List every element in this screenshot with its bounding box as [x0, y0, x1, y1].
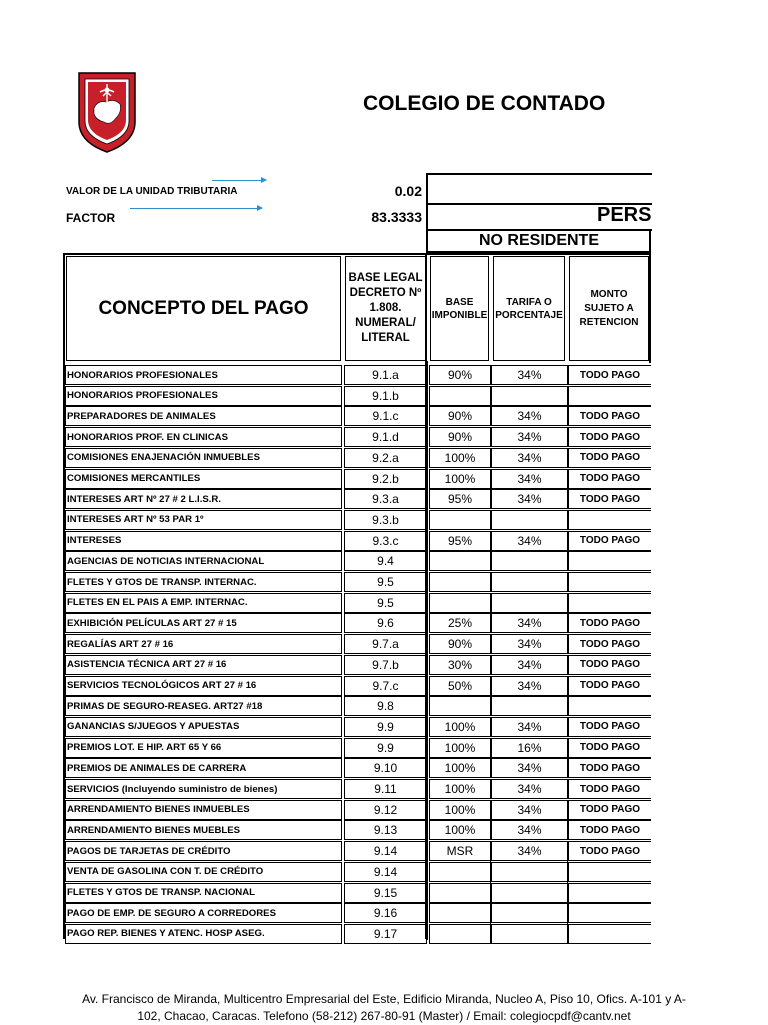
seal-emblem-icon: [76, 70, 138, 154]
cell-base-legal: 9.3.a: [344, 489, 427, 509]
cell-concepto: GANANCIAS S/JUEGOS Y APUESTAS: [65, 717, 342, 737]
cell-base-imponible: 30%: [429, 655, 491, 675]
cell-tarifa: [491, 883, 568, 903]
cell-base-legal: 9.5: [344, 593, 427, 613]
column-header-line: MONTO: [590, 288, 628, 300]
cell-base-legal: 9.3.b: [344, 510, 427, 530]
frame-line: [428, 173, 652, 175]
cell-base-legal: 9.13: [344, 820, 427, 840]
cell-base-legal: 9.11: [344, 779, 427, 799]
cell-tarifa: 34%: [491, 655, 568, 675]
footer-address: [30, 991, 738, 1025]
cell-base-legal: 9.9: [344, 738, 427, 758]
cell-base-imponible: [429, 883, 491, 903]
cell-base-legal: 9.3.c: [344, 531, 427, 551]
cell-base-imponible: 25%: [429, 613, 491, 633]
cell-tarifa: 34%: [491, 531, 568, 551]
cell-monto: TODO PAGO: [568, 800, 651, 820]
cell-tarifa: [491, 593, 568, 613]
cell-base-imponible: [429, 593, 491, 613]
cell-concepto: HONORARIOS PROF. EN CLINICAS: [65, 427, 342, 447]
cell-concepto: ARRENDAMIENTO BIENES MUEBLES: [65, 820, 342, 840]
cell-concepto: INTERESES: [65, 531, 342, 551]
cell-tarifa: [491, 924, 568, 944]
cell-base-legal: 9.16: [344, 903, 427, 923]
cell-base-imponible: [429, 551, 491, 571]
cell-base-legal: 9.7.b: [344, 655, 427, 675]
column-header-line: 1.808.: [369, 302, 402, 314]
cell-base-imponible: MSR: [429, 841, 491, 861]
column-header-base-imponible: [430, 256, 489, 361]
cell-base-legal: 9.7.a: [344, 634, 427, 654]
cell-tarifa: 34%: [491, 427, 568, 447]
cell-base-imponible: 100%: [429, 448, 491, 468]
arrow-right-icon: [212, 180, 266, 181]
cell-monto: [568, 593, 651, 613]
cell-base-legal: 9.1.d: [344, 427, 427, 447]
cell-base-imponible: 95%: [429, 531, 491, 551]
table-divider: [426, 361, 428, 940]
unidad-tributaria-value: 0.02: [394, 183, 422, 199]
cell-base-legal: 9.17: [344, 924, 427, 944]
cell-monto: [568, 862, 651, 882]
grid-line: [490, 861, 491, 940]
cell-base-legal: 9.4: [344, 551, 427, 571]
cell-monto: TODO PAGO: [568, 758, 651, 778]
cell-concepto: PAGO DE EMP. DE SEGURO A CORREDORES: [65, 903, 342, 923]
cell-concepto: SERVICIOS (Incluyendo suministro de bienes): [65, 779, 342, 799]
column-header-line: BASE: [445, 296, 474, 308]
cell-concepto: HONORARIOS PROFESIONALES: [65, 386, 342, 406]
cell-base-legal: 9.10: [344, 758, 427, 778]
cell-monto: TODO PAGO: [568, 779, 651, 799]
column-header-base-legal: [345, 256, 426, 361]
cell-base-imponible: 100%: [429, 469, 491, 489]
cell-base-imponible: 100%: [429, 800, 491, 820]
cell-monto: TODO PAGO: [568, 489, 651, 509]
cell-tarifa: 34%: [491, 489, 568, 509]
cell-tarifa: [491, 386, 568, 406]
cell-base-imponible: 50%: [429, 676, 491, 696]
cell-monto: [568, 883, 651, 903]
cell-concepto: SERVICIOS TECNOLÓGICOS ART 27 # 16: [65, 676, 342, 696]
column-header-line: IMPONIBLE: [431, 309, 488, 321]
cell-base-imponible: 90%: [429, 365, 491, 385]
grid-line: [567, 861, 568, 940]
cell-tarifa: [491, 696, 568, 716]
cell-base-imponible: [429, 903, 491, 923]
cell-monto: TODO PAGO: [568, 655, 651, 675]
cell-base-imponible: [429, 696, 491, 716]
cell-base-legal: 9.14: [344, 862, 427, 882]
cell-tarifa: [491, 572, 568, 592]
column-header-tarifa: [493, 256, 565, 361]
cell-base-legal: 9.15: [344, 883, 427, 903]
cell-concepto: AGENCIAS DE NOTICIAS INTERNACIONAL: [65, 551, 342, 571]
cell-monto: [568, 903, 651, 923]
frame-line: [428, 229, 652, 231]
cell-tarifa: 34%: [491, 717, 568, 737]
cell-base-imponible: [429, 510, 491, 530]
cell-base-imponible: [429, 572, 491, 592]
cell-concepto: EXHIBICIÓN PELÍCULAS ART 27 # 15: [65, 613, 342, 633]
cell-tarifa: [491, 903, 568, 923]
cell-concepto: ARRENDAMIENTO BIENES INMUEBLES: [65, 800, 342, 820]
cell-concepto: PREMIOS DE ANIMALES DE CARRERA: [65, 758, 342, 778]
cell-concepto: INTERESES ART Nº 53 PAR 1º: [65, 510, 342, 530]
cell-concepto: PRIMAS DE SEGURO-REASEG. ART27 #18: [65, 696, 342, 716]
cell-monto: TODO PAGO: [568, 531, 651, 551]
cell-tarifa: 34%: [491, 448, 568, 468]
cell-monto: TODO PAGO: [568, 717, 651, 737]
cell-monto: TODO PAGO: [568, 448, 651, 468]
cell-base-legal: 9.12: [344, 800, 427, 820]
cell-tarifa: 34%: [491, 841, 568, 861]
cell-base-imponible: [429, 386, 491, 406]
cell-tarifa: 34%: [491, 406, 568, 426]
footer-line: 102, Chacao, Caracas. Telefono (58-212) 267-80-91 (Master) / Email: colegiocpdf@cantv.net: [137, 1009, 631, 1023]
column-header-line: TARIFA O: [506, 296, 552, 308]
cell-tarifa: 34%: [491, 779, 568, 799]
column-header-line: RETENCION: [579, 316, 639, 328]
cell-concepto: FLETES EN EL PAIS A EMP. INTERNAC.: [65, 593, 342, 613]
cell-tarifa: 34%: [491, 800, 568, 820]
cell-concepto: PAGOS DE TARJETAS DE CRÉDITO: [65, 841, 342, 861]
cell-monto: [568, 572, 651, 592]
no-residente-label: NO RESIDENTE: [478, 232, 599, 249]
cell-base-legal: 9.1.a: [344, 365, 427, 385]
factor-value: 83.3333: [371, 209, 422, 225]
cell-monto: TODO PAGO: [568, 634, 651, 654]
column-header-line: NUMERAL/: [355, 317, 416, 329]
cell-tarifa: [491, 862, 568, 882]
cell-monto: [568, 510, 651, 530]
cell-base-imponible: 100%: [429, 717, 491, 737]
cell-monto: [568, 551, 651, 571]
cell-concepto: PREPARADORES DE ANIMALES: [65, 406, 342, 426]
cell-base-imponible: [429, 924, 491, 944]
cell-concepto: INTERESES ART Nº 27 # 2 L.I.S.R.: [65, 489, 342, 509]
cell-base-legal: 9.2.b: [344, 469, 427, 489]
cell-tarifa: 34%: [491, 613, 568, 633]
cell-base-legal: 9.1.b: [344, 386, 427, 406]
cell-concepto: FLETES Y GTOS DE TRANSP. INTERNAC.: [65, 572, 342, 592]
cell-base-legal: 9.6: [344, 613, 427, 633]
cell-monto: TODO PAGO: [568, 613, 651, 633]
cell-base-legal: 9.14: [344, 841, 427, 861]
persona-label: PERS: [597, 204, 652, 226]
cell-concepto: COMISIONES MERCANTILES: [65, 469, 342, 489]
cell-base-legal: 9.1.c: [344, 406, 427, 426]
cell-tarifa: 16%: [491, 738, 568, 758]
column-header-line: BASE LEGAL: [348, 272, 423, 284]
arrow-right-icon: [130, 208, 262, 209]
cell-tarifa: 34%: [491, 634, 568, 654]
cell-base-legal: 9.5: [344, 572, 427, 592]
cell-monto: TODO PAGO: [568, 469, 651, 489]
cell-monto: TODO PAGO: [568, 820, 651, 840]
cell-tarifa: [491, 551, 568, 571]
cell-concepto: ASISTENCIA TÉCNICA ART 27 # 16: [65, 655, 342, 675]
page-title: COLEGIO DE CONTADO: [363, 92, 606, 115]
cell-base-imponible: 95%: [429, 489, 491, 509]
cell-concepto: HONORARIOS PROFESIONALES: [65, 365, 342, 385]
cell-base-imponible: 100%: [429, 738, 491, 758]
cell-monto: [568, 696, 651, 716]
cell-concepto: VENTA DE GASOLINA CON T. DE CRÉDITO: [65, 862, 342, 882]
column-header-line: PORCENTAJE: [495, 309, 563, 321]
unidad-tributaria-label: VALOR DE LA UNIDAD TRIBUTARIA: [66, 186, 238, 197]
column-header-concepto: [66, 256, 341, 361]
cell-tarifa: [491, 510, 568, 530]
cell-concepto: REGALÍAS ART 27 # 16: [65, 634, 342, 654]
cell-monto: [568, 924, 651, 944]
cell-base-legal: 9.8: [344, 696, 427, 716]
cell-monto: TODO PAGO: [568, 841, 651, 861]
column-header-line: LITERAL: [361, 332, 410, 344]
cell-tarifa: 34%: [491, 469, 568, 489]
cell-monto: TODO PAGO: [568, 406, 651, 426]
cell-monto: TODO PAGO: [568, 676, 651, 696]
column-header-line: DECRETO Nº: [349, 287, 422, 299]
cell-concepto: PREMIOS LOT. E HIP. ART 65 Y 66: [65, 738, 342, 758]
cell-base-imponible: [429, 862, 491, 882]
cell-tarifa: 34%: [491, 758, 568, 778]
cell-base-legal: 9.9: [344, 717, 427, 737]
cell-concepto: COMISIONES ENAJENACIÓN INMUEBLES: [65, 448, 342, 468]
factor-label: FACTOR: [66, 211, 116, 225]
cell-tarifa: 34%: [491, 820, 568, 840]
cell-base-legal: 9.2.a: [344, 448, 427, 468]
cell-base-imponible: 100%: [429, 820, 491, 840]
cell-base-imponible: 90%: [429, 634, 491, 654]
cell-base-legal: 9.7.c: [344, 676, 427, 696]
column-header-concepto-label: CONCEPTO DEL PAGO: [98, 297, 309, 319]
cell-monto: TODO PAGO: [568, 738, 651, 758]
column-header-monto: [569, 256, 649, 361]
cell-base-imponible: 90%: [429, 427, 491, 447]
cell-base-imponible: 100%: [429, 779, 491, 799]
cell-tarifa: 34%: [491, 676, 568, 696]
column-header-line: SUJETO A: [584, 302, 634, 314]
cell-monto: TODO PAGO: [568, 427, 651, 447]
footer-line: Av. Francisco de Miranda, Multicentro Empresarial del Este, Edificio Miranda, Nucleo A, Piso 10, Ofics. A-101 y A-: [82, 992, 686, 1006]
cell-concepto: FLETES Y GTOS DE TRANSP. NACIONAL: [65, 883, 342, 903]
cell-tarifa: 34%: [491, 365, 568, 385]
cell-concepto: PAGO REP. BIENES Y ATENC. HOSP ASEG.: [65, 924, 342, 944]
cell-base-imponible: 100%: [429, 758, 491, 778]
cell-base-imponible: 90%: [429, 406, 491, 426]
cell-monto: [568, 386, 651, 406]
cell-monto: TODO PAGO: [568, 365, 651, 385]
